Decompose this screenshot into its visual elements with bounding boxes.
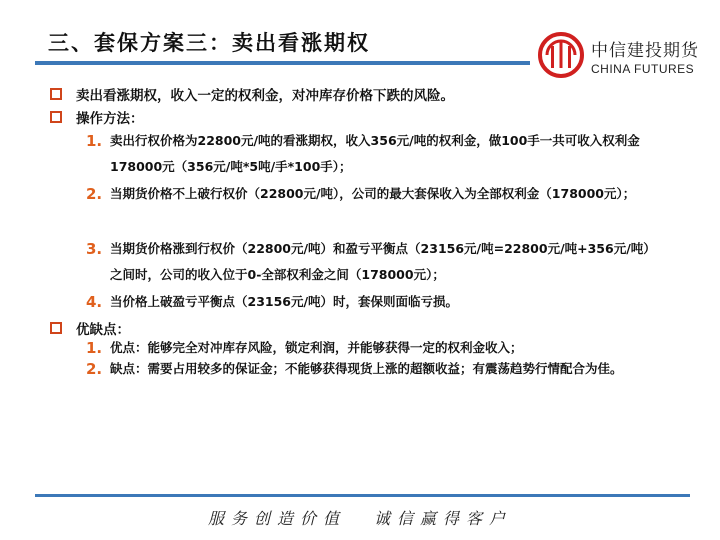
bullet-text: 操作方法： [76, 111, 144, 127]
square-bullet-icon [50, 111, 62, 123]
bullet-method [50, 107, 144, 127]
slogan-right: 诚信赢得客户 [374, 509, 513, 528]
list-item [86, 236, 666, 288]
item-text: 当期货价格不上破行权价（22800元/吨），公司的最大套保收入为全部权利金（178000元）； [110, 186, 636, 201]
slogan-left: 服务创造价值 [207, 509, 346, 528]
footer-slogan [0, 506, 720, 529]
footer-divider [35, 494, 690, 497]
bullet-pros-cons [50, 318, 130, 338]
page-title: 三、套保方案三：卖出看涨期权 [48, 31, 370, 55]
list-item [86, 128, 666, 180]
square-bullet-icon [50, 88, 62, 100]
item-text: 卖出行权价格为22800元/吨的看涨期权，收入356元/吨的权利金，做100手一共可收入权利金178000元（356元/吨*5吨/手*100手）； [110, 133, 640, 174]
bullet-text: 优缺点： [76, 322, 130, 338]
list-item [86, 289, 666, 315]
item-text: 当期货价格涨到行权价（22800元/吨）和盈亏平衡点（23156元/吨=22800元/吨+356元/吨）之间时，公司的收入位于0-全部权利金之间（178000元）； [110, 241, 656, 282]
item-number: 1. [86, 339, 103, 357]
list-item [86, 359, 666, 379]
brand-name-cn: 中信建投期货 [591, 41, 699, 61]
list-item [86, 338, 666, 358]
item-text: 当价格上破盈亏平衡点（23156元/吨）时，套保则面临亏损。 [110, 294, 459, 309]
list-item [86, 181, 666, 207]
item-number: 2. [86, 360, 103, 378]
brand-name-en: CHINA FUTURES [591, 62, 695, 76]
item-text: 优点：能够完全对冲库存风险，锁定利润，并能够获得一定的权利金收入； [110, 340, 523, 355]
square-bullet-icon [50, 322, 62, 334]
citic-logo-icon [538, 32, 584, 78]
item-number: 4. [86, 293, 103, 311]
item-number: 2. [86, 185, 103, 203]
item-text: 缺点：需要占用较多的保证金；不能够获得现货上涨的超额收益；有震荡趋势行情配合为佳。 [110, 361, 623, 376]
title-divider [35, 61, 530, 65]
item-number: 3. [86, 240, 103, 258]
bullet-summary [50, 84, 454, 104]
bullet-text: 卖出看涨期权，收入一定的权利金，对冲库存价格下跌的风险。 [76, 88, 454, 104]
item-number: 1. [86, 132, 103, 150]
